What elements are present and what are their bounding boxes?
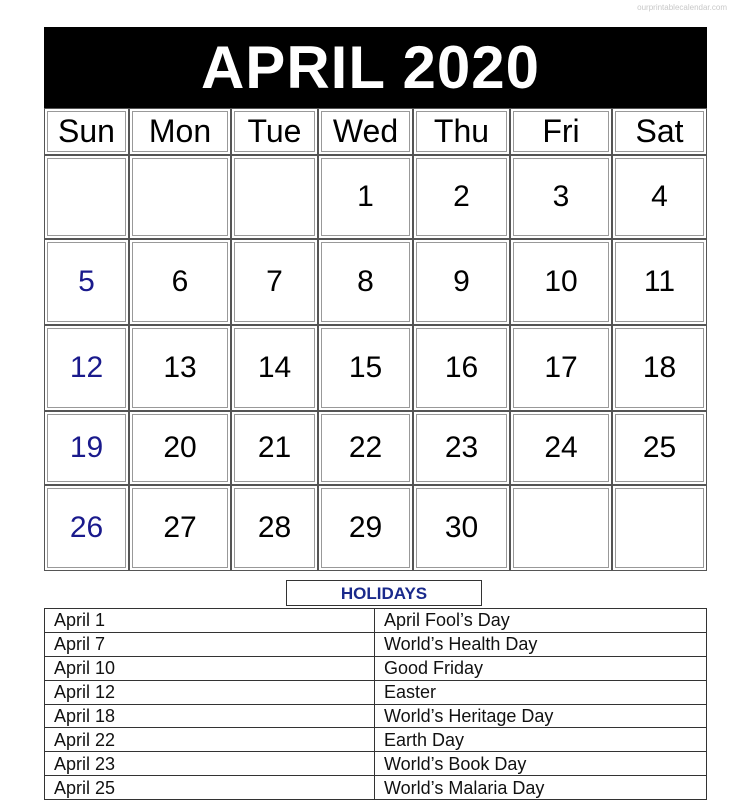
day-cell [510,485,612,571]
holiday-name: World’s Heritage Day [375,704,707,728]
day-cell: 29 [318,485,413,571]
holiday-name: Earth Day [375,728,707,752]
day-cell: 6 [129,239,231,325]
day-cell: 1 [318,155,413,239]
week-row-5 [44,485,707,571]
holiday-name: World’s Book Day [375,752,707,776]
holiday-name: April Fool’s Day [375,609,707,633]
holiday-row [45,728,707,752]
day-cell: 12 [44,325,129,411]
day-cell: 4 [612,155,707,239]
day-cell: 30 [413,485,510,571]
holiday-row [45,609,707,633]
day-cell: 2 [413,155,510,239]
day-cell: 23 [413,411,510,485]
holiday-name: Easter [375,680,707,704]
holiday-row [45,632,707,656]
day-cell: 26 [44,485,129,571]
holiday-row [45,656,707,680]
weekday-thu: Thu [413,108,510,155]
holiday-date: April 22 [45,728,375,752]
day-cell: 11 [612,239,707,325]
week-row-1 [44,155,707,239]
day-cell [44,155,129,239]
day-cell: 28 [231,485,318,571]
weekday-header-row [44,108,707,155]
day-cell: 18 [612,325,707,411]
day-cell: 20 [129,411,231,485]
holiday-name: Good Friday [375,656,707,680]
month-title: APRIL 2020 [200,34,541,101]
holiday-date: April 18 [45,704,375,728]
holiday-row [45,680,707,704]
weekday-sat: Sat [612,108,707,155]
holiday-row [45,776,707,800]
weekday-tue: Tue [231,108,318,155]
weekday-fri: Fri [510,108,612,155]
calendar-grid [44,108,707,571]
day-cell: 16 [413,325,510,411]
day-cell: 15 [318,325,413,411]
week-row-4 [44,411,707,485]
weekday-wed: Wed [318,108,413,155]
day-cell: 8 [318,239,413,325]
holiday-date: April 12 [45,680,375,704]
day-cell: 19 [44,411,129,485]
day-cell [612,485,707,571]
day-cell: 10 [510,239,612,325]
month-banner [44,27,707,108]
holiday-date: April 7 [45,632,375,656]
week-row-3 [44,325,707,411]
day-cell: 27 [129,485,231,571]
holiday-date: April 25 [45,776,375,800]
holiday-row [45,752,707,776]
holiday-name: World’s Malaria Day [375,776,707,800]
holidays-table [44,608,707,800]
day-cell [231,155,318,239]
day-cell: 22 [318,411,413,485]
holiday-date: April 23 [45,752,375,776]
day-cell: 13 [129,325,231,411]
weekday-mon: Mon [129,108,231,155]
day-cell: 24 [510,411,612,485]
holiday-date: April 1 [45,609,375,633]
day-cell: 5 [44,239,129,325]
day-cell: 17 [510,325,612,411]
day-cell: 3 [510,155,612,239]
day-cell: 14 [231,325,318,411]
weekday-sun: Sun [44,108,129,155]
holiday-row [45,704,707,728]
watermark: ourprintablecalendar.com [637,3,727,12]
day-cell [129,155,231,239]
holiday-date: April 10 [45,656,375,680]
day-cell: 25 [612,411,707,485]
holidays-title: HOLIDAYS [286,580,482,606]
calendar [44,27,707,571]
day-cell: 9 [413,239,510,325]
holiday-name: World’s Health Day [375,632,707,656]
day-cell: 21 [231,411,318,485]
day-cell: 7 [231,239,318,325]
week-row-2 [44,239,707,325]
